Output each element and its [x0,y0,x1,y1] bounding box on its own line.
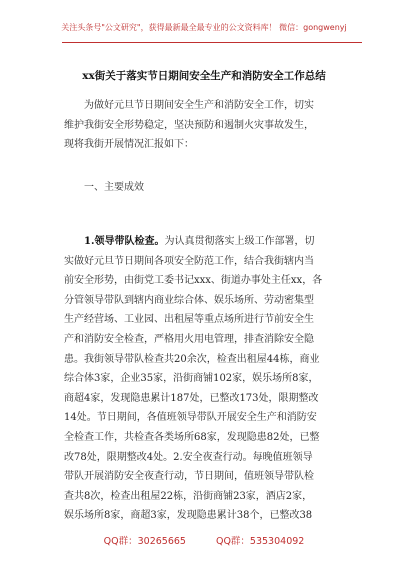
intro-line: 为做好元旦节日期间安全生产和消防安全工作，切实 [84,100,314,111]
body-line: 综合体3家，企业35家，沿街商铺102家，娱乐场所8家， [64,373,319,385]
intro-paragraph [64,96,352,155]
body-line: 实做好元旦节日期间各项安全防范工作，结合我街辖内当 [64,255,314,267]
body-line: 查共8次，检查出租屋22栋，沿街商铺23家，酒店2家， [64,490,313,502]
body-line: 前安全形势，由街党工委书记xxx、街道办事处主任xx，各 [64,275,323,287]
body-line: 商超4家，发现隐患累计187处，已整改173处，限期整改 [64,392,319,404]
header-divider [62,42,362,43]
body-line: 分管领导带队到辖内商业综合体、娱乐场所、劳动密集型 [64,294,314,306]
section-heading: 一、主要成效 [84,182,144,193]
intro-line: 维护我街安全形势稳定，坚决预防和遏制火灾事故发生， [64,119,314,131]
qq-footer [0,533,408,547]
item1-first-line [64,232,352,252]
body-line: 患。我街领导带队检查共20余次，检查出租屋44栋，商业 [64,353,320,365]
item1-first-rest: 为认真贯彻落实上级工作部署，切 [164,236,315,247]
body-line: 带队开展消防安全夜查行动，节日期间，值班领导带队检 [64,471,314,483]
body-line: 全检查工作，共检查各类场所68家，发现隐患82处，已整 [64,431,320,443]
body-line: 生产经营场、工业园、出租屋等重点场所进行节前安全生 [64,314,314,326]
qq-group-1: QQ群：30265665 [103,536,186,547]
body-line: 产和消防安全检查，严格用火用电管理，排查消除安全隐 [64,333,314,345]
section-heading-block [64,178,352,198]
item1-lead: 1.领导带队检查。 [84,236,165,247]
qq-group-2: QQ群：535304092 [215,536,305,547]
item1-paragraph [64,232,352,526]
body-line: 14处。节日期间，各值班领导带队开展安全生产和消防安 [64,412,317,424]
intro-line: 现将我街开展情况汇报如下： [64,139,194,151]
promo-header: 关注头条号"公文研究"，获得最新最全最专业的公文资料库！ 微信：gongwenyj [61,23,347,32]
document-title: xx街关于落实节日期间安全生产和消防安全工作总结 [82,70,326,82]
body-line: 娱乐场所8家，商超3家，发现隐患累计38个，已整改38 [64,510,313,522]
body-line: 改78处，限期整改4处。2.安全夜查行动。每晚值班领导 [64,451,313,463]
